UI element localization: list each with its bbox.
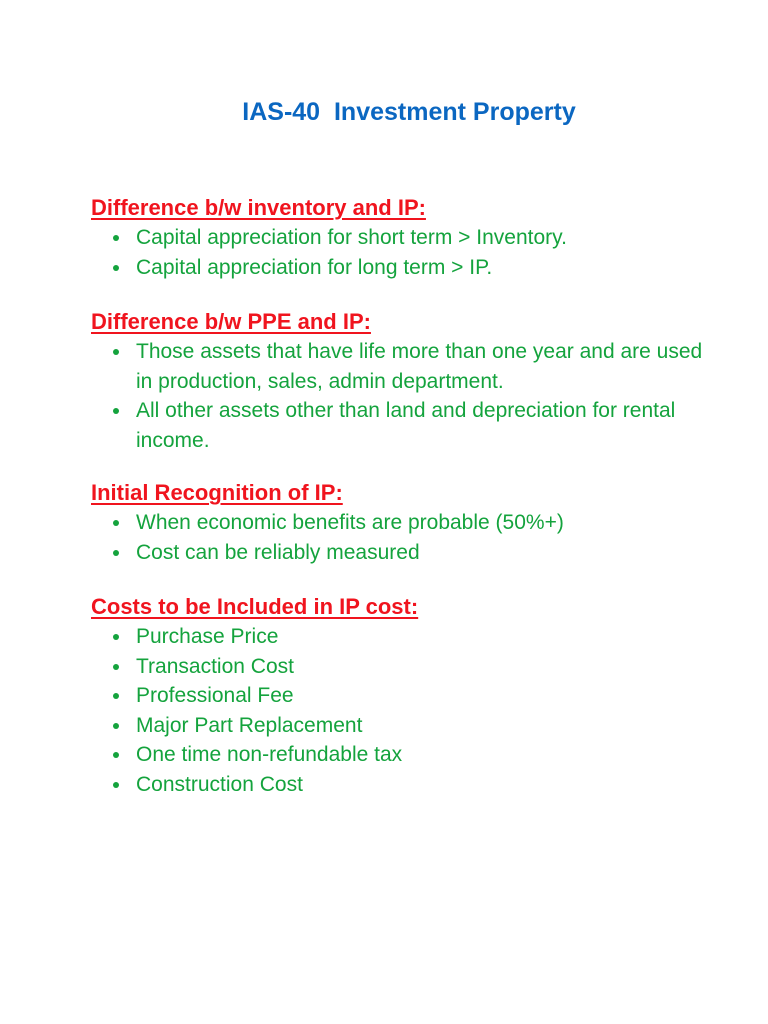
list-item (91, 681, 711, 711)
section-heading: Initial Recognition of IP: (91, 480, 343, 505)
list-item (91, 337, 711, 396)
bullet-icon (113, 693, 119, 699)
list-item (91, 622, 711, 652)
bullet-icon (113, 782, 119, 788)
section-ppe-vs-ip (91, 307, 711, 455)
list-item-text: Construction Cost (136, 772, 303, 796)
bullet-list (91, 508, 711, 567)
section-initial-recognition (91, 478, 711, 567)
bullet-icon (113, 349, 119, 355)
list-item (91, 538, 711, 568)
list-item (91, 508, 711, 538)
list-item-text: Purchase Price (136, 625, 279, 648)
section-costs-included (91, 592, 711, 799)
section-heading: Difference b/w PPE and IP: (91, 309, 371, 334)
bullet-icon (113, 723, 119, 729)
list-item (91, 652, 711, 682)
document-title: IAS-40 Investment Property (242, 98, 576, 126)
bullet-icon (113, 520, 119, 526)
section-heading: Difference b/w inventory and IP: (91, 195, 426, 220)
bullet-list (91, 622, 711, 799)
bullet-icon (113, 408, 119, 414)
bullet-list (91, 223, 711, 282)
list-item-text: One time non-refundable tax (136, 743, 403, 766)
list-item-text: Those assets that have life more than one year and are used in production, sales, admin department. (136, 340, 703, 393)
list-item (91, 223, 711, 253)
list-item (91, 253, 711, 283)
section-heading: Costs to be Included in IP cost: (91, 594, 419, 619)
bullet-icon (113, 634, 119, 640)
bullet-icon (113, 550, 119, 556)
list-item (91, 770, 711, 800)
list-item-text: Professional Fee (136, 684, 294, 707)
bullet-icon (113, 752, 119, 758)
list-item-text: Major Part Replacement (136, 713, 363, 737)
list-item-text: When economic benefits are probable (50%+) (136, 511, 564, 534)
list-item (91, 396, 711, 455)
section-inventory-vs-ip (91, 193, 711, 282)
bullet-icon (113, 265, 119, 271)
bullet-icon (113, 235, 119, 241)
list-item-text: Capital appreciation for short term > Inventory. (136, 226, 567, 249)
list-item-text: All other assets other than land and depreciation for rental income. (136, 399, 676, 452)
list-item-text: Cost can be reliably measured (136, 540, 420, 564)
list-item (91, 711, 711, 741)
bullet-list (91, 337, 711, 455)
list-item-text: Transaction Cost (136, 654, 294, 678)
list-item-text: Capital appreciation for long term > IP. (136, 255, 493, 279)
bullet-icon (113, 664, 119, 670)
list-item (91, 740, 711, 770)
